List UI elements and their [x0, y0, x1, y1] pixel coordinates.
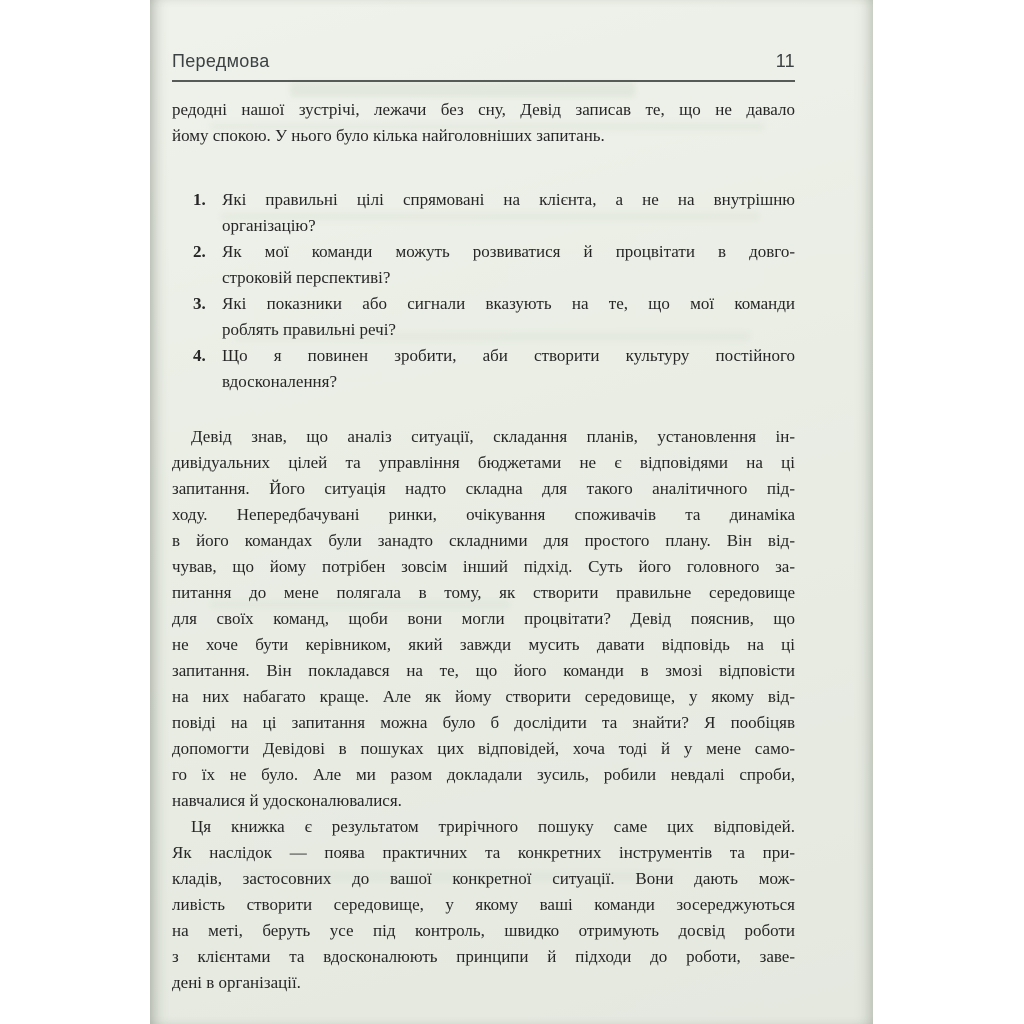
text-line: запитання. Його ситуація надто складна для такого аналітичного під- [172, 479, 795, 498]
question-number: 4. [193, 346, 206, 365]
text-line: строковій перспективі? [222, 268, 391, 287]
text-line: запитання. Він покладався на те, що його команди в змозі відповісти [172, 661, 795, 680]
text-line: не хоче бути керівником, який завжди мусить давати відповідь на ці [172, 635, 795, 654]
text-line: з клієнтами та вдосконалюють принципи й підходи до роботи, заве- [172, 947, 795, 966]
text-line: роблять правильні речі? [222, 320, 396, 339]
question-list [172, 187, 795, 395]
text-line: повіді на ці запитання можна було б дослідити та знайти? Я пообіцяв [172, 713, 795, 732]
text-line: Як наслідок — поява практичних та конкретних інструментів та при- [172, 843, 795, 862]
question-item [172, 291, 795, 343]
page-body [172, 97, 795, 996]
question-item [172, 239, 795, 291]
question-item [172, 343, 795, 395]
text-line: вдосконалення? [222, 372, 337, 391]
book-page [150, 0, 873, 1024]
text-line: на меті, беруть усе під контроль, швидко отримують досвід роботи [172, 921, 795, 940]
question-lines [222, 239, 795, 291]
text-line: на них набагато краще. Але як йому створити середовище, у якому від- [172, 687, 795, 706]
question-number: 1. [193, 190, 206, 209]
text-line: організацію? [222, 216, 316, 235]
text-line: ливість створити середовище, у якому ваші команди зосереджуються [172, 895, 795, 914]
text-line: допомогти Девідові в пошуках цих відповідей, хоча тоді й у мене само- [172, 739, 795, 758]
text-line: ходу. Непередбачувані ринки, очікування споживачів та динаміка [172, 505, 795, 524]
question-number: 3. [193, 294, 206, 313]
text-line: Які показники або сигнали вказують на те, що мої команди [222, 294, 795, 313]
question-lines [222, 343, 795, 395]
text-line: го їх не було. Але ми разом докладали зусиль, робили невдалі спроби, [172, 765, 795, 784]
text-line: Що я повинен зробити, аби створити культуру постійного [222, 346, 795, 365]
question-lines [222, 291, 795, 343]
text-line: дені в організації. [172, 973, 301, 992]
text-line: Ця книжка є результатом трирічного пошуку саме цих відповідей. [191, 817, 795, 836]
page-number: 11 [775, 51, 795, 71]
text-line: Як мої команди можуть розвиватися й процвітати в довго- [222, 242, 795, 261]
text-line: питання до мене полягала в тому, як створити правильне середовище [172, 583, 795, 602]
body-paragraph [172, 424, 795, 814]
text-line: чував, що йому потрібен зовсім інший підхід. Суть його головного за- [172, 557, 795, 576]
body-paragraphs [172, 424, 795, 996]
running-head [172, 0, 795, 72]
text-line: йому спокою. У нього було кілька найголовніших запитань. [172, 126, 605, 145]
header-rule [172, 80, 795, 82]
text-line: Девід знав, що аналіз ситуації, складання планів, установлення ін- [191, 427, 795, 446]
question-item [172, 187, 795, 239]
text-line: в його командах були занадто складними для простого плану. Він від- [172, 531, 795, 550]
text-line: Які правильні цілі спрямовані на клієнта, а не на внутрішню [222, 190, 795, 209]
text-line: дивідуальних цілей та управління бюджетами не є відповідями на ці [172, 453, 795, 472]
body-paragraph [172, 814, 795, 996]
question-number: 2. [193, 242, 206, 261]
text-line: для своїх команд, щоби вони могли процвітати? Девід пояснив, що [172, 609, 795, 628]
text-line: редодні нашої зустрічі, лежачи без сну, Девід записав те, що не давало [172, 100, 795, 119]
question-lines [222, 187, 795, 239]
intro-paragraph [172, 97, 795, 149]
text-line: кладів, застосовних до вашої конкретної ситуації. Вони дають мож- [172, 869, 795, 888]
text-line: навчалися й удосконалювалися. [172, 791, 402, 810]
running-header-title: Передмова [172, 51, 270, 71]
